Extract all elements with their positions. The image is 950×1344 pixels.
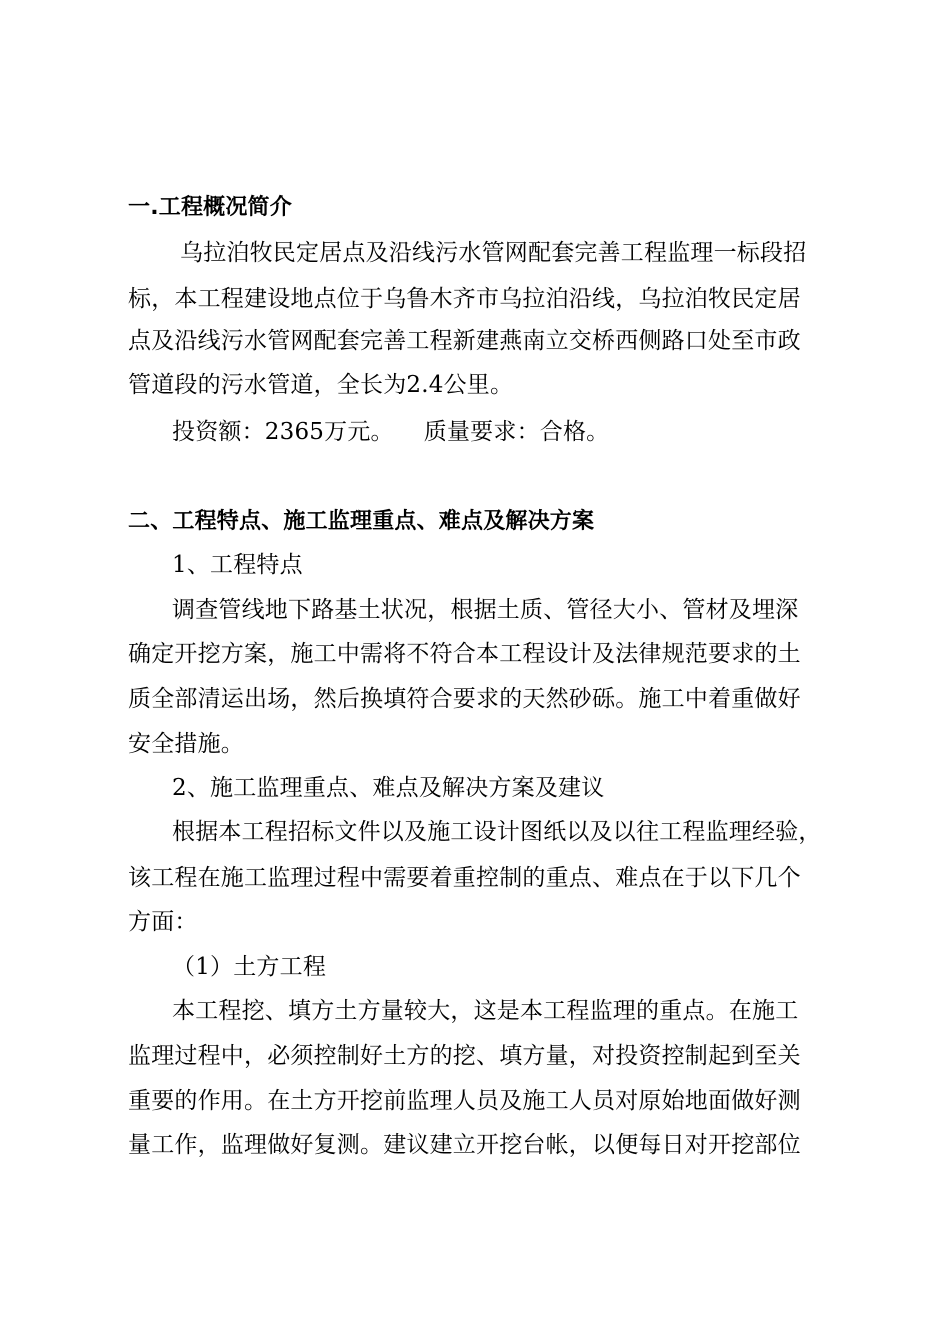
subsection-2-paragraph-line: 根据本工程招标文件以及施工设计图纸以及以往工程监理经验，: [172, 819, 822, 845]
subsection-2-paragraph-line: 该工程在施工监理过程中需要着重控制的重点、难点在于以下几个: [128, 865, 801, 891]
section-1-heading: 一.工程概况简介: [128, 195, 292, 220]
item-1-paragraph-line: 量工作，监理做好复测。建议建立开挖台帐，以便每日对开挖部位: [128, 1132, 801, 1158]
investment-quality-line: 投资额：2365万元。 质量要求：合格。: [172, 419, 610, 445]
subsection-2-title: 2、施工监理重点、难点及解决方案及建议: [172, 775, 605, 801]
subsection-1-paragraph-line: 质全部清运出场，然后换填符合要求的天然砂砾。施工中着重做好: [128, 686, 801, 712]
subsection-1-title: 1、工程特点: [172, 552, 303, 578]
item-1-paragraph-line: 监理过程中，必须控制好土方的挖、填方量，对投资控制起到至关: [128, 1043, 801, 1069]
subsection-2-paragraph-line: 方面：: [128, 909, 198, 935]
section-1-paragraph-line: 乌拉泊牧民定居点及沿线污水管网配套完善工程监理一标段招: [180, 240, 807, 266]
section-1-paragraph-line: 标，本工程建设地点位于乌鲁木齐市乌拉泊沿线，乌拉泊牧民定居: [128, 286, 801, 312]
section-1-paragraph-line: 点及沿线污水管网配套完善工程新建燕南立交桥西侧路口处至市政: [128, 328, 801, 354]
section-1-paragraph-line: 管道段的污水管道，全长为2.4公里。: [128, 372, 514, 398]
subsection-1-paragraph-line: 调查管线地下路基土状况，根据土质、管径大小、管材及埋深: [172, 597, 799, 623]
subsection-1-paragraph-line: 安全措施。: [128, 731, 244, 757]
item-1-title: （1）土方工程: [172, 954, 327, 980]
item-1-paragraph-line: 重要的作用。在土方开挖前监理人员及施工人员对原始地面做好测: [128, 1088, 801, 1114]
item-1-paragraph-line: 本工程挖、填方土方量较大，这是本工程监理的重点。在施工: [172, 998, 799, 1024]
section-2-heading: 二、工程特点、施工监理重点、难点及解决方案: [128, 509, 595, 534]
subsection-1-paragraph-line: 确定开挖方案，施工中需将不符合本工程设计及法律规范要求的土: [128, 641, 801, 667]
